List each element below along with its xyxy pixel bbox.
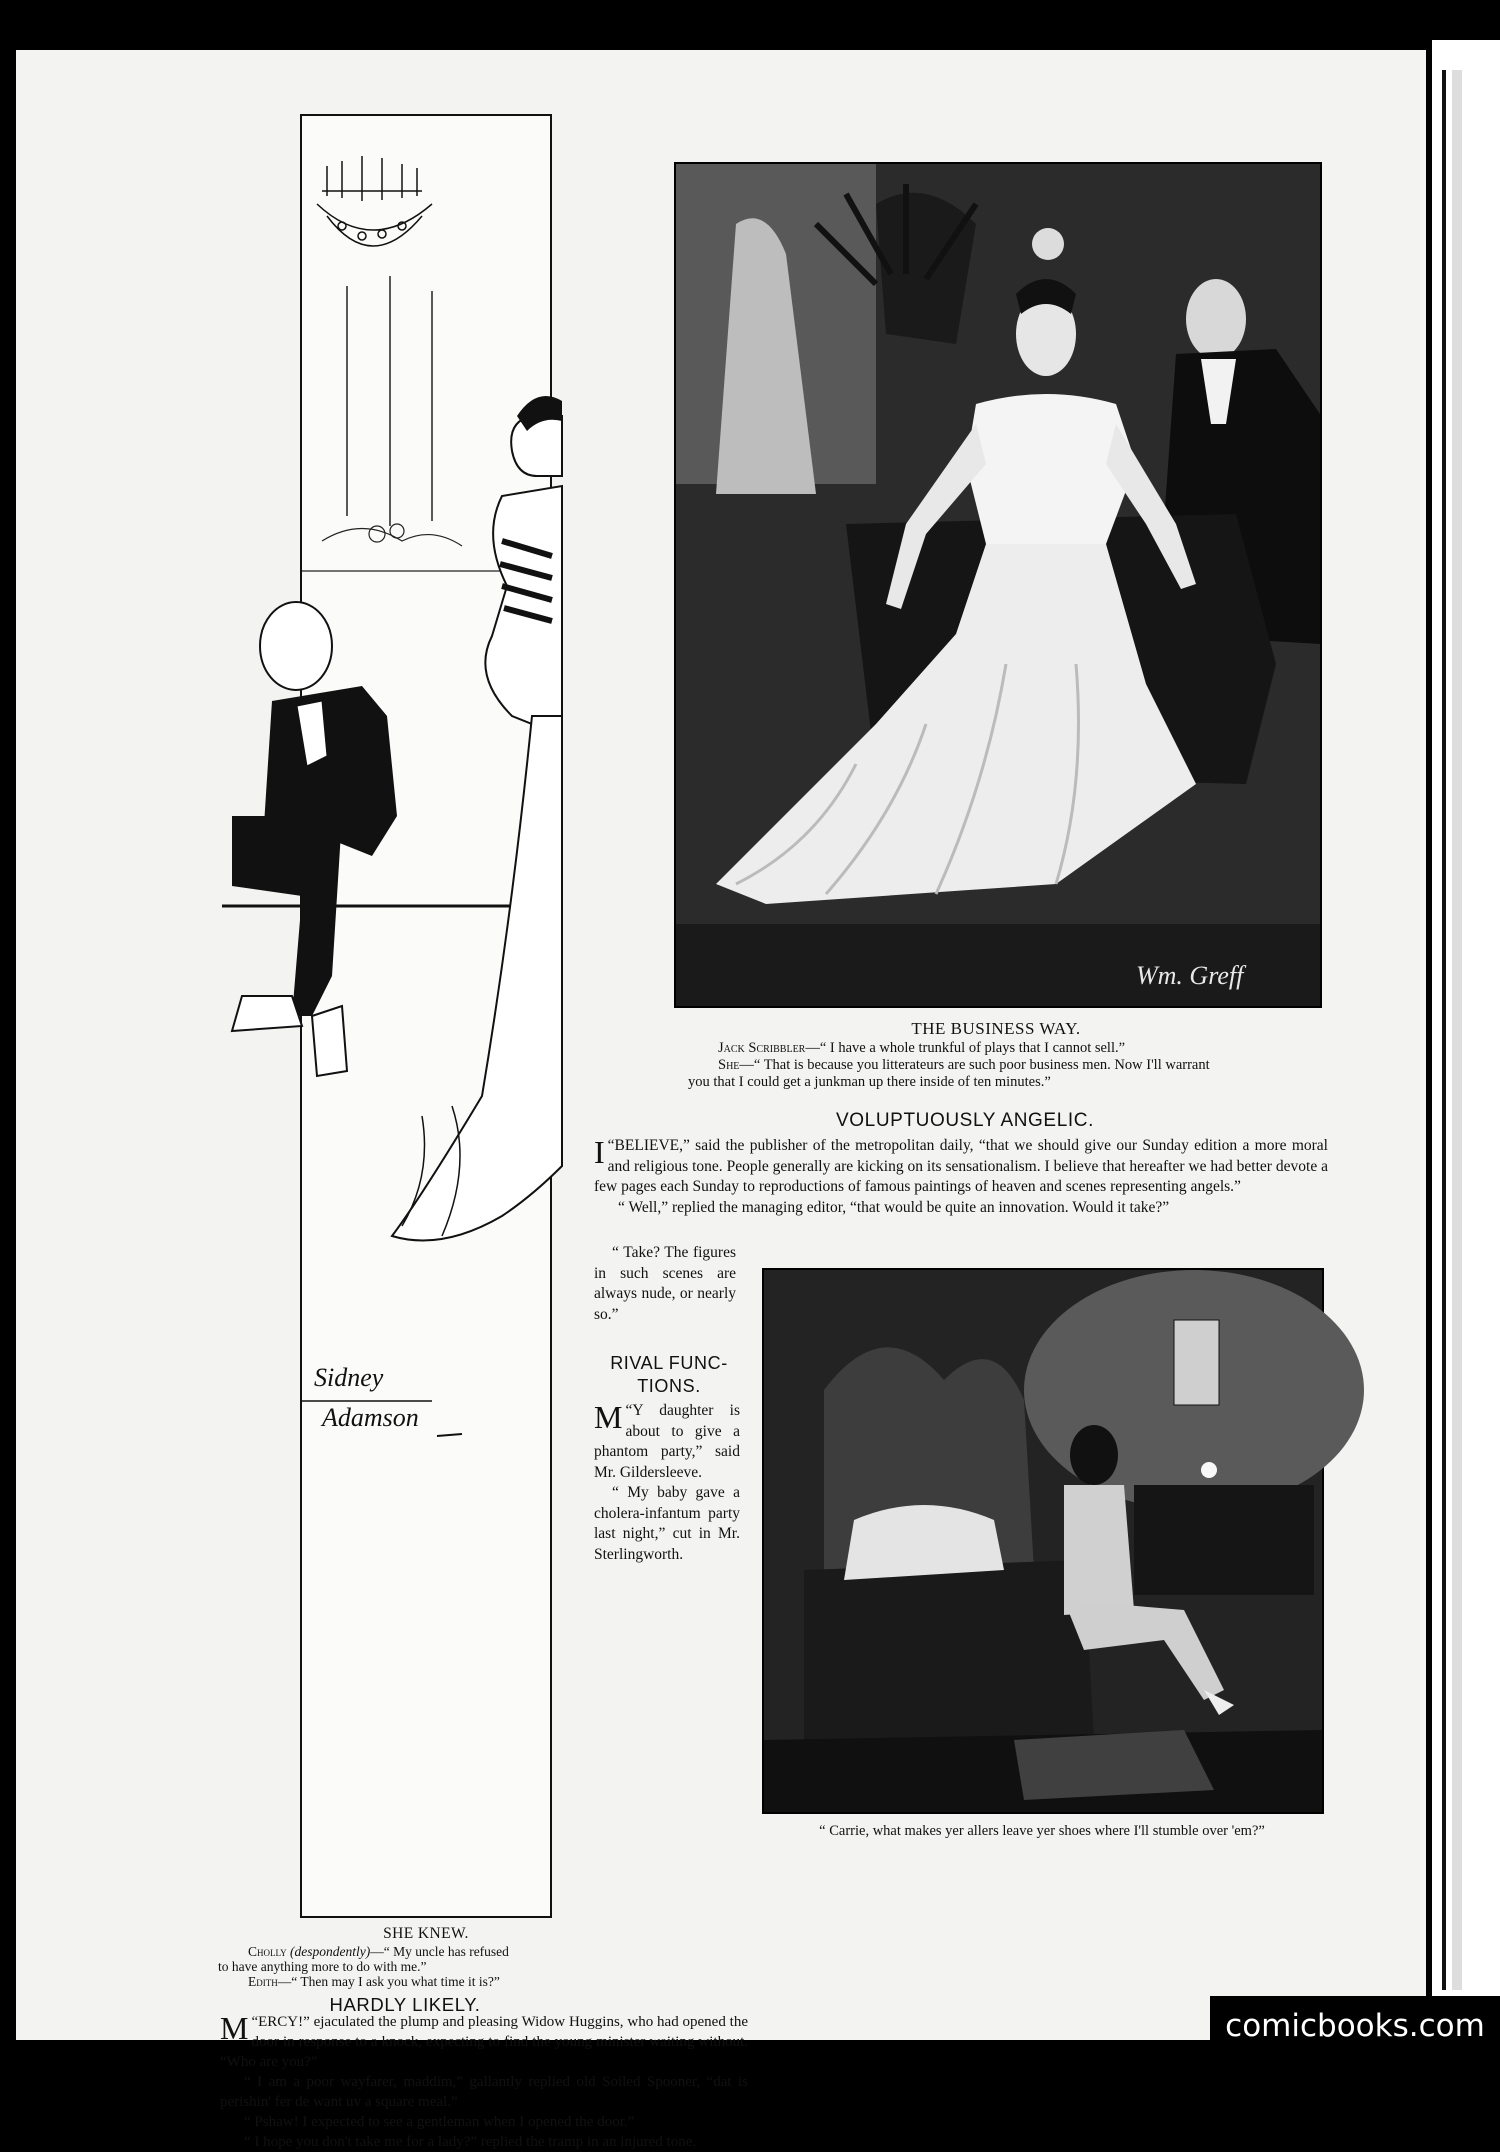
dresser (1134, 1485, 1314, 1595)
open-quote: “ (607, 1137, 615, 1154)
hardly-text-1: ERCY!” ejaculated the plump and pleasing Widow Huggins, who had opened the door in response to a knock, expecting to find the young minister waiting without. “Who are you?” (220, 2014, 748, 2070)
she-knew-dialogue (218, 1944, 588, 1989)
stage-direction: (despondently) (289, 1944, 371, 1959)
hardly-open-quote: “ (251, 2014, 259, 2030)
business-way-title: THE BUSINESS WAY. (911, 1019, 1081, 1038)
dropcap-i: I (594, 1134, 605, 1170)
she-knew-line-3 (218, 1974, 588, 1989)
rival-open-quote: “ (625, 1402, 633, 1419)
rival-para-1 (594, 1401, 740, 1483)
voluptuously-text-1: BELIEVE,” said the publisher of the metropolitan daily, “that we should give our Sunday edition a more moral and religious tone. People generally are kicking on its sensationalism. I believe that hereafter we had better devote a few pages each Sunday to reproductions of famous paintings of heaven and scenes representing angels.” (594, 1137, 1328, 1195)
speaker-jack: Jack Scribbler (718, 1040, 806, 1056)
rival-heading-line-1: RIVAL FUNC- (610, 1353, 728, 1373)
signature-first-name: Sidney (314, 1363, 384, 1392)
man-head (1186, 279, 1246, 359)
speaker-she: She (718, 1057, 740, 1073)
rival-heading-line-2: TIONS. (637, 1376, 701, 1396)
signature-last-name: Adamson (322, 1403, 419, 1432)
facing-page-border (1442, 70, 1446, 1990)
hardly-para-1 (220, 2012, 748, 2072)
wall-mirror (1174, 1320, 1219, 1405)
edith-text: —“ Then may I ask you what time it is?” (277, 1974, 500, 1989)
speaker-edith: Edith (248, 1974, 278, 1989)
artist-signature (302, 1363, 462, 1436)
business-way-painting (674, 162, 1322, 1008)
caption-line-2 (688, 1057, 1328, 1074)
business-way-dialogue (688, 1040, 1328, 1091)
voluptuously-para-1 (594, 1136, 1328, 1198)
hardly-heading: HARDLY LIKELY. (329, 1994, 481, 2015)
painting-drawing (676, 164, 1320, 1006)
caption-line-1 (688, 1040, 1328, 1057)
rival-text-1: Y daughter is about to give a phantom party,” said Mr. Gildersleeve. (594, 1402, 740, 1481)
standing-woman-figure (392, 396, 562, 1241)
chandelier-sketch (317, 156, 432, 246)
voluptuously-body (594, 1136, 1328, 1218)
bed-frame (804, 1560, 1094, 1750)
she-knew-line-1 (218, 1944, 588, 1959)
hardly-para-4: “ I hope you don't take me for a lady?” replied the tramp in an injured tone. (244, 2134, 697, 2150)
hardly-para-3: “ Pshaw! I expected to see a gentleman when I opened the door.” (244, 2114, 635, 2130)
bedroom-caption: “ Carrie, what makes yer allers leave yer shoes where I'll stumble over 'em?” (819, 1823, 1265, 1839)
man-shirt (1064, 1485, 1134, 1615)
facing-page-shadow (1452, 70, 1462, 1990)
dropcap-m-rival: M (594, 1399, 623, 1435)
she-knew-illustration (300, 114, 552, 1918)
rival-heading (594, 1352, 744, 1398)
pillar-lines (347, 276, 432, 526)
voluptuously-para-3: “ Take? The figures in such scenes are always nude, or nearly so.” (594, 1244, 736, 1323)
she-knew-line-2: to have anything more to do with me.” (218, 1959, 427, 1974)
hardly-para-2: “ I am a poor wayfarer, maddim,” gallantly replied old Soiled Spooner, “dat is perishin' fer de want uv a square meal.” (220, 2074, 748, 2110)
cholly-text: —“ My uncle has refused (370, 1944, 509, 1959)
dropcap-m-hardly: M (220, 2010, 249, 2046)
speaker-cholly: Cholly (248, 1944, 287, 1959)
ornament-sketch (302, 524, 502, 571)
caption-line-3: you that I could get a junkman up there inside of ten minutes.” (688, 1074, 1051, 1090)
facing-page-edge (1432, 40, 1500, 2030)
she-text: —“ That is because you litterateurs are such poor business men. Now I'll warrant (739, 1057, 1210, 1073)
carrie-bedroom-illustration (762, 1268, 1324, 1814)
bedroom-drawing (764, 1270, 1322, 1812)
voluptuously-para-2: “ Well,” replied the managing editor, “that would be quite an innovation. Would it take?” (618, 1198, 1170, 1216)
rival-body (594, 1401, 740, 1565)
rival-para-2: “ My baby gave a cholera-infantum party last night,” cut in Mr. Sterlingworth. (594, 1484, 740, 1563)
site-watermark: comicbooks.com (1210, 1996, 1500, 2057)
jack-text: —“ I have a whole trunkful of plays that I cannot sell.” (805, 1040, 1126, 1056)
man-head (1070, 1425, 1118, 1485)
voluptuously-heading: VOLUPTUOUSLY ANGELIC. (836, 1110, 1094, 1131)
she-knew-title: SHE KNEW. (383, 1925, 469, 1942)
painting-signature: Wm. Greff (1136, 961, 1244, 990)
hardly-body (220, 2010, 748, 2150)
she-knew-drawing (302, 116, 550, 1916)
